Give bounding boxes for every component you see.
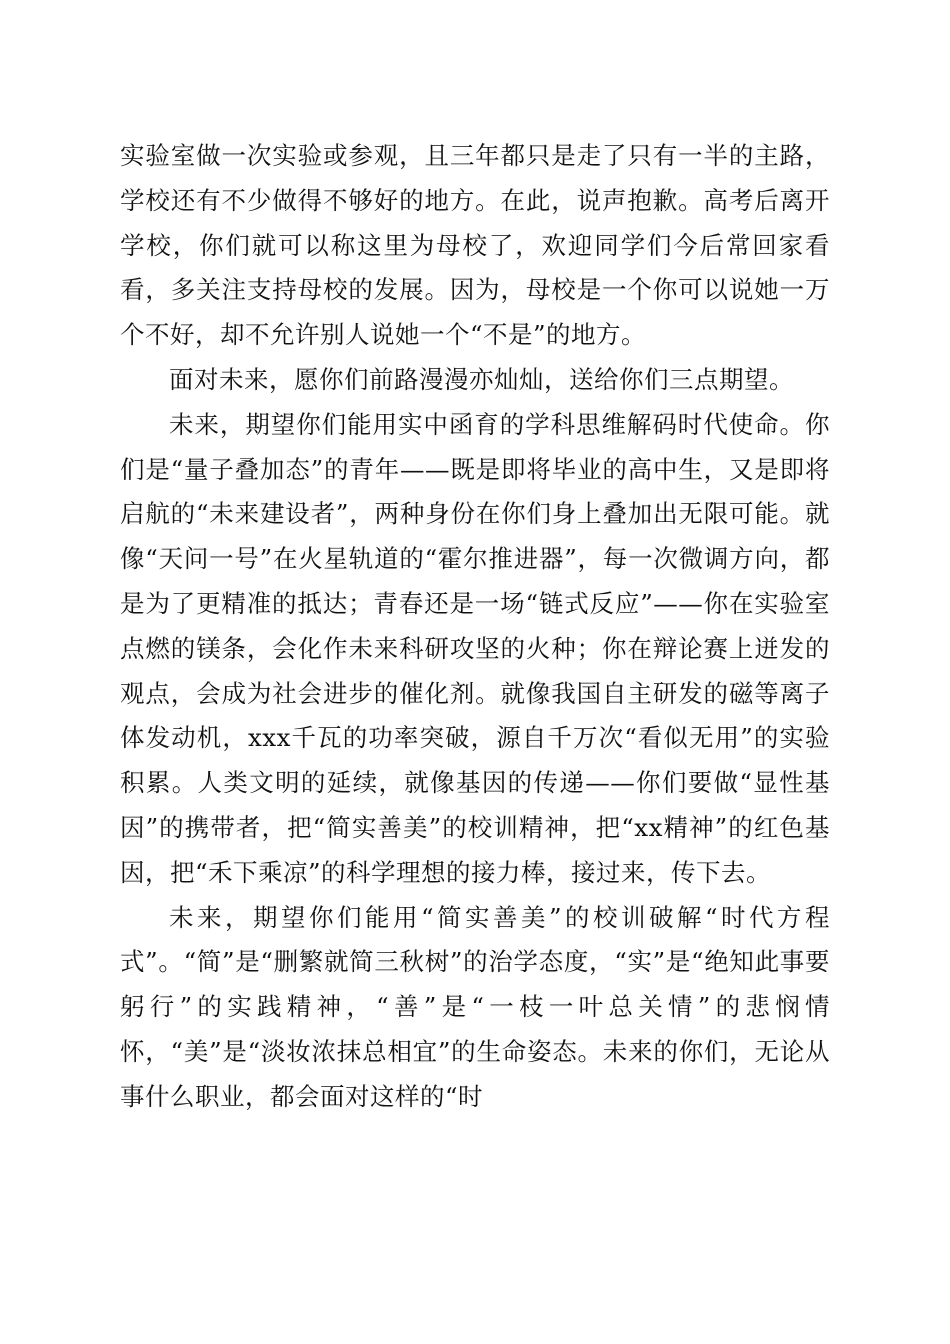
paragraph-2: 面对未来，愿你们前路漫漫亦灿灿，送给你们三点期望。 <box>169 364 794 394</box>
paragraph-1: 实验室做一次实验或参观，且三年都只是走了只有一半的主路，学校还有不少做得不够好的地方。在此，说声抱歉。高考后离开学校，你们就可以称这里为母校了，欢迎同学们今后常回家看看，多关注支持母校的发展。因为，母校是一个你可以说她一万个不好，却不允许别人说她一个“不是”的地方。 <box>120 141 830 350</box>
paragraph-4: 未来，期望你们能用“简实善美”的校训破解“时代方程式”。“简”是“删繁就简三秋树”的治学态度，“实”是“绝知此事要躬行”的实践精神，“善”是“一枝一叶总关情”的悲悯情怀，“美”是“淡妆浓抹总相宜”的生命姿态。未来的你们，无论从事什么职业，都会面对这样的“时 <box>120 902 830 1111</box>
document-body <box>120 134 830 1120</box>
paragraph-3: 未来，期望你们能用实中函育的学科思维解码时代使命。你们是“量子叠加态”的青年——既是即将毕业的高中生，又是即将启航的“未来建设者”，两种身份在你们身上叠加出无限可能。就像“天问一号”在火星轨道的“霍尔推进器”，每一次微调方向，都是为了更精准的抵达；青春还是一场“链式反应”——你在实验室点燃的镁条，会化作未来科研攻坚的火种；你在辩论赛上迸发的观点，会成为社会进步的催化剂。就像我国自主研发的磁等离子体发动机，xxx千瓦的功率突破，源自千万次“看似无用”的实验积累。人类文明的延续，就像基因的传递——你们要做“显性基因”的携带者，把“简实善美”的校训精神，把“xx精神”的红色基因，把“禾下乘凉”的科学理想的接力棒，接过来，传下去。 <box>120 409 830 887</box>
